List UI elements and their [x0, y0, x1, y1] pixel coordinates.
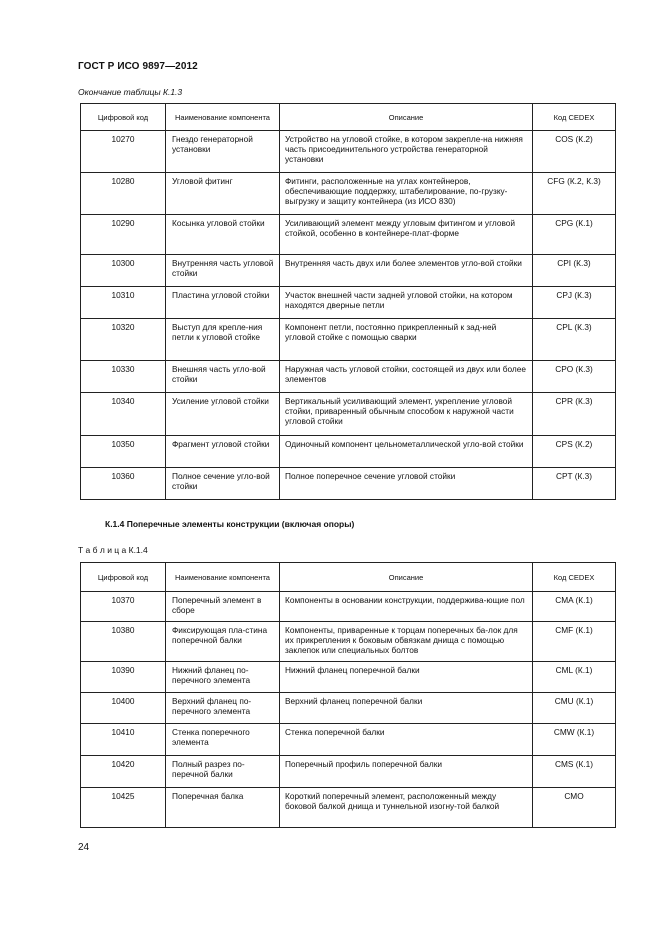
cell-desc: Компонент петли, постоянно прикрепленный к зад-ней угловой стойке с помощью сварки [280, 319, 533, 361]
column-header-name: Наименование компонента [166, 563, 280, 592]
cell-desc: Полное поперечное сечение угловой стойки [280, 468, 533, 500]
table-row [81, 361, 616, 393]
cell-desc: Устройство на угловой стойке, в котором закрепле-на нижняя часть присоединительного устройства генераторной установки [280, 131, 533, 173]
table-row [81, 622, 616, 662]
cell-name: Внешняя часть угло-вой стойки [166, 361, 280, 393]
cell-code: 10330 [81, 361, 166, 393]
page-number: 24 [78, 842, 90, 853]
cell-name: Верхний фланец по-перечного элемента [166, 693, 280, 724]
cell-desc: Верхний фланец поперечной балки [280, 693, 533, 724]
cell-cedex: CMF (К.1) [533, 622, 616, 662]
table-header-row [81, 104, 616, 131]
cell-cedex: CMA (К.1) [533, 592, 616, 622]
cell-cedex: CPL (К.3) [533, 319, 616, 361]
cell-cedex: CMU (К.1) [533, 693, 616, 724]
cell-name: Усиление угловой стойки [166, 393, 280, 436]
cell-name: Поперечный элемент в сборе [166, 592, 280, 622]
cell-name: Гнездо генераторной установки [166, 131, 280, 173]
table-row [81, 662, 616, 693]
cell-name: Полный разрез по-перечной балки [166, 756, 280, 788]
table-row [81, 693, 616, 724]
column-header-cedex: Код CEDEX [533, 563, 616, 592]
cell-name: Стенка поперечного элемента [166, 724, 280, 756]
cell-cedex: COS (К.2) [533, 131, 616, 173]
table-row [81, 287, 616, 319]
cell-name: Пластина угловой стойки [166, 287, 280, 319]
cell-name: Полное сечение угло-вой стойки [166, 468, 280, 500]
cell-name: Выступ для крепле-ния петли к угловой стойке [166, 319, 280, 361]
cell-cedex: CPO (К.3) [533, 361, 616, 393]
table-header-row [81, 563, 616, 592]
table-k14-body [81, 592, 616, 828]
column-header-description: Описание [280, 563, 533, 592]
cell-cedex: CPS (К.2) [533, 436, 616, 468]
cell-desc: Фитинги, расположенные на углах контейнеров, обеспечивающие поддержку, штабелирование, по-грузку-выгрузку и защиту контейнера (из ИСО 830) [280, 173, 533, 215]
cell-code: 10370 [81, 592, 166, 622]
column-header-name: Наименование компонента [166, 104, 280, 131]
cell-cedex: CPJ (К.3) [533, 287, 616, 319]
cell-code: 10280 [81, 173, 166, 215]
table-row [81, 255, 616, 287]
cell-code: 10340 [81, 393, 166, 436]
table-row [81, 215, 616, 255]
cell-code: 10390 [81, 662, 166, 693]
cell-code: 10270 [81, 131, 166, 173]
cell-cedex: CML (К.1) [533, 662, 616, 693]
table-k13-body [81, 131, 616, 500]
document-header: ГОСТ Р ИСО 9897—2012 [78, 61, 198, 72]
table-row [81, 788, 616, 828]
cell-code: 10400 [81, 693, 166, 724]
cell-cedex: CPT (К.3) [533, 468, 616, 500]
table-row [81, 724, 616, 756]
table-k14-caption: Т а б л и ц а К.1.4 [78, 545, 148, 555]
section-heading: К.1.4 Поперечные элементы конструкции (включая опоры) [105, 519, 355, 529]
cell-cedex: CPR (К.3) [533, 393, 616, 436]
table-row [81, 131, 616, 173]
cell-code: 10410 [81, 724, 166, 756]
table-row [81, 592, 616, 622]
cell-cedex: CPI (К.3) [533, 255, 616, 287]
cell-desc: Короткий поперечный элемент, расположенный между боковой балкой днища и туннельной изогну-той балкой [280, 788, 533, 828]
cell-desc: Вертикальный усиливающий элемент, укрепление угловой стойки, приваренный обычным способом к наружной части угловой стойки [280, 393, 533, 436]
cell-name: Фиксирующая пла-стина поперечной балки [166, 622, 280, 662]
cell-name: Косынка угловой стойки [166, 215, 280, 255]
cell-name: Поперечная балка [166, 788, 280, 828]
cell-name: Нижний фланец по-перечного элемента [166, 662, 280, 693]
cell-desc: Компоненты в основании конструкции, поддержива-ющие пол [280, 592, 533, 622]
cell-desc: Поперечный профиль поперечной балки [280, 756, 533, 788]
table-row [81, 173, 616, 215]
cell-cedex: CMO [533, 788, 616, 828]
cell-code: 10380 [81, 622, 166, 662]
cell-desc: Стенка поперечной балки [280, 724, 533, 756]
cell-name: Фрагмент угловой стойки [166, 436, 280, 468]
cell-code: 10350 [81, 436, 166, 468]
cell-code: 10310 [81, 287, 166, 319]
column-header-code: Цифровой код [81, 104, 166, 131]
cell-desc: Одиночный компонент цельнометаллической угло-вой стойки [280, 436, 533, 468]
table-k13 [80, 103, 616, 500]
cell-code: 10290 [81, 215, 166, 255]
cell-cedex: CMW (К.1) [533, 724, 616, 756]
cell-code: 10425 [81, 788, 166, 828]
cell-name: Угловой фитинг [166, 173, 280, 215]
cell-desc: Усиливающий элемент между угловым фитингом и угловой стойкой, особенно в контейнере-плат-форме [280, 215, 533, 255]
table-row [81, 468, 616, 500]
cell-desc: Нижний фланец поперечной балки [280, 662, 533, 693]
column-header-cedex: Код CEDEX [533, 104, 616, 131]
table-row [81, 393, 616, 436]
cell-desc: Компоненты, приваренные к торцам поперечных ба-лок для их прикрепления к боковым обвязкам днища с помощью заклепок или специальных болтов [280, 622, 533, 662]
cell-cedex: CPG (К.1) [533, 215, 616, 255]
table-k13-caption: Окончание таблицы К.1.3 [78, 87, 183, 97]
table-row [81, 756, 616, 788]
column-header-description: Описание [280, 104, 533, 131]
cell-desc: Наружная часть угловой стойки, состоящей из двух или более элементов [280, 361, 533, 393]
cell-cedex: CMS (К.1) [533, 756, 616, 788]
table-row [81, 436, 616, 468]
table-row [81, 319, 616, 361]
cell-code: 10300 [81, 255, 166, 287]
table-k14 [80, 562, 616, 828]
cell-name: Внутренняя часть угловой стойки [166, 255, 280, 287]
cell-code: 10420 [81, 756, 166, 788]
cell-code: 10360 [81, 468, 166, 500]
cell-cedex: CFG (К.2, К.3) [533, 173, 616, 215]
cell-desc: Внутренняя часть двух или более элементов угло-вой стойки [280, 255, 533, 287]
cell-desc: Участок внешней части задней угловой стойки, на котором находятся дверные петли [280, 287, 533, 319]
column-header-code: Цифровой код [81, 563, 166, 592]
cell-code: 10320 [81, 319, 166, 361]
